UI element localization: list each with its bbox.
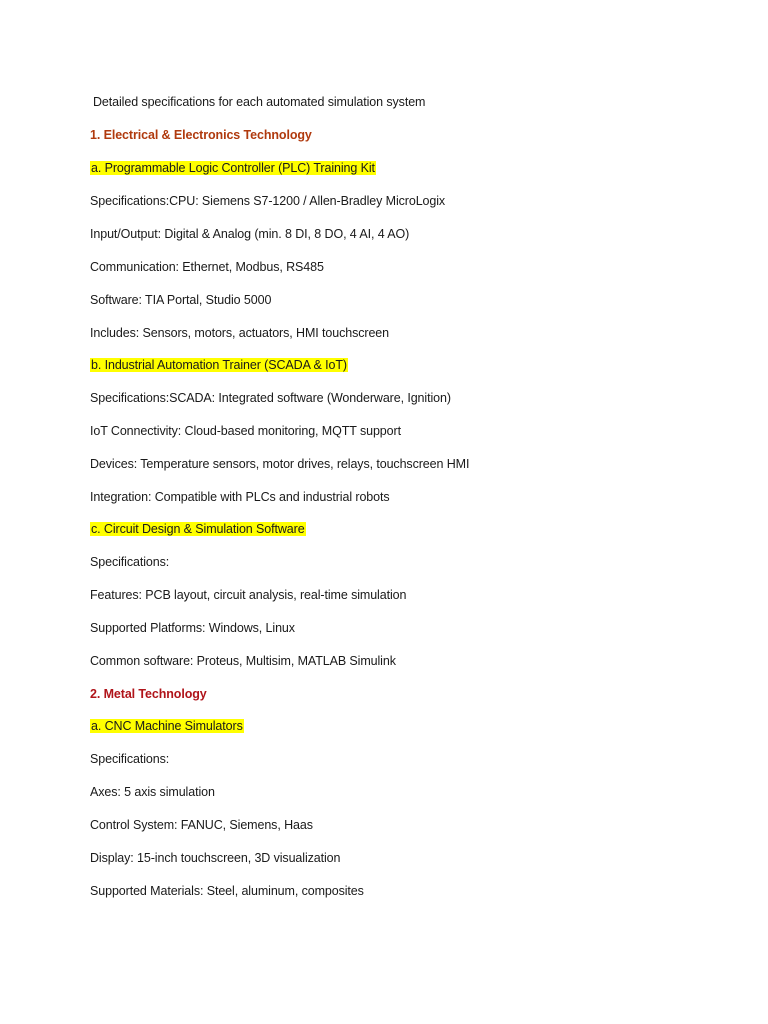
spec-line: Integration: Compatible with PLCs and industrial robots: [90, 490, 390, 504]
highlighted-text: b. Industrial Automation Trainer (SCADA & IoT): [91, 358, 347, 372]
spec-line: Supported Platforms: Windows, Linux: [90, 621, 295, 635]
spec-line: Supported Materials: Steel, aluminum, composites: [90, 884, 364, 898]
spec-line: Control System: FANUC, Siemens, Haas: [90, 818, 313, 832]
spec-line: Communication: Ethernet, Modbus, RS485: [90, 260, 324, 274]
section-heading-electrical: 1. Electrical & Electronics Technology: [90, 128, 312, 142]
subsection-title-plc: [90, 160, 376, 176]
spec-line: Specifications:: [90, 555, 170, 569]
spec-line: Specifications:SCADA: Integrated software (Wonderware, Ignition): [90, 391, 451, 405]
subsection-title-cnc: [90, 718, 244, 734]
subsection-title-circuit: [90, 521, 306, 537]
highlighted-text: c. Circuit Design & Simulation Software: [91, 522, 305, 536]
spec-line: Common software: Proteus, Multisim, MATLAB Simulink: [90, 654, 396, 668]
spec-line: Input/Output: Digital & Analog (min. 8 DI, 8 DO, 4 AI, 4 AO): [90, 227, 410, 241]
document-intro: Detailed specifications for each automated simulation system: [93, 95, 426, 109]
spec-line: Display: 15-inch touchscreen, 3D visualization: [90, 851, 341, 865]
section-heading-metal: 2. Metal Technology: [90, 687, 207, 701]
spec-line: Includes: Sensors, motors, actuators, HMI touchscreen: [90, 326, 389, 340]
subsection-title-scada: [90, 357, 348, 373]
spec-line: Features: PCB layout, circuit analysis, real-time simulation: [90, 588, 407, 602]
spec-line: Specifications:CPU: Siemens S7-1200 / Allen-Bradley MicroLogix: [90, 194, 446, 208]
spec-line: IoT Connectivity: Cloud-based monitoring, MQTT support: [90, 424, 401, 438]
highlighted-text: a. CNC Machine Simulators: [91, 719, 243, 733]
spec-line: Specifications:: [90, 752, 170, 766]
highlighted-text: a. Programmable Logic Controller (PLC) Training Kit: [91, 161, 375, 175]
spec-line: Devices: Temperature sensors, motor drives, relays, touchscreen HMI: [90, 457, 470, 471]
spec-line: Software: TIA Portal, Studio 5000: [90, 293, 272, 307]
spec-line: Axes: 5 axis simulation: [90, 785, 215, 799]
